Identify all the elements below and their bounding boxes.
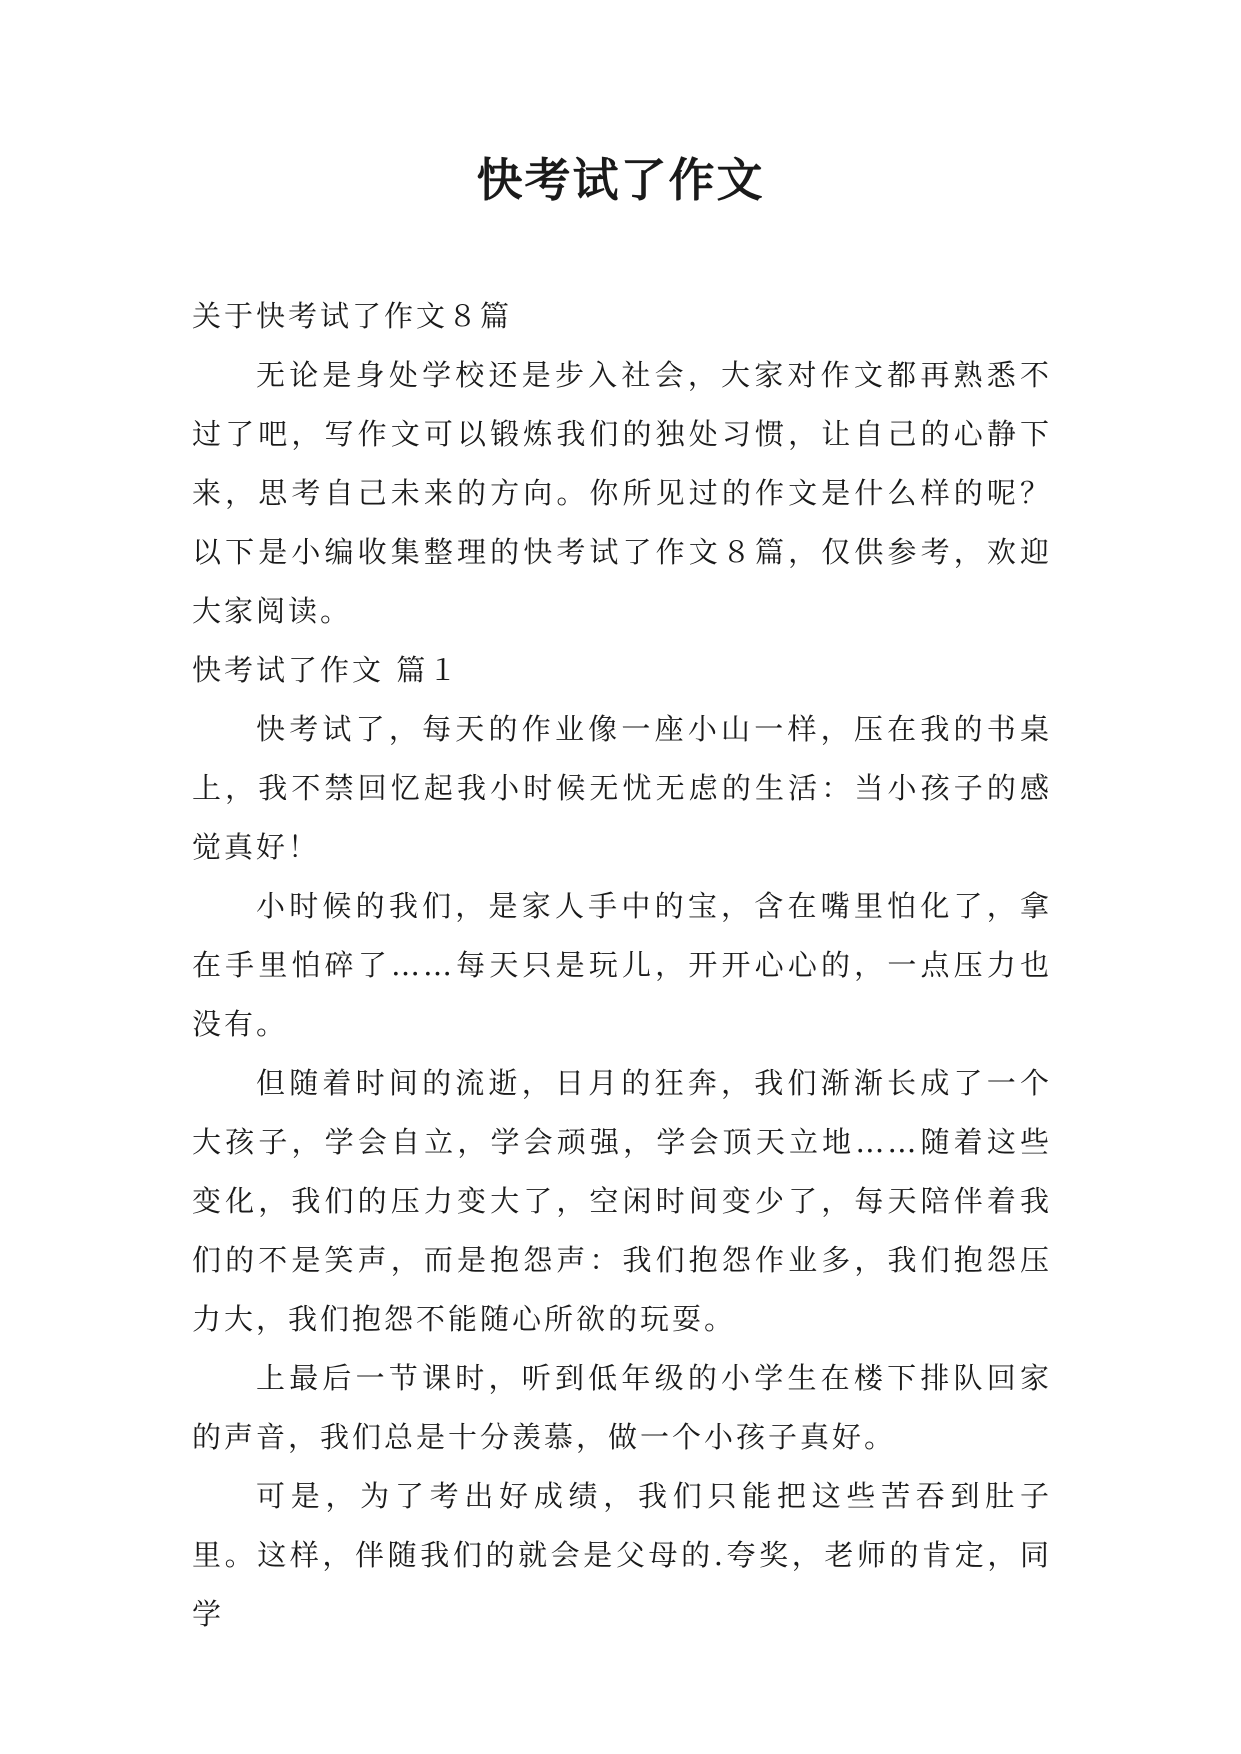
- body-paragraph: 快考试了，每天的作业像一座小山一样，压在我的书桌上，我不禁回忆起我小时候无忧无虑的生活：当小孩子的感觉真好！: [192, 712, 1052, 864]
- document-body: [192, 287, 1052, 1644]
- body-paragraph: 上最后一节课时，听到低年级的小学生在楼下排队回家的声音，我们总是十分羡慕，做一个小孩子真好。: [192, 1361, 1052, 1454]
- intro-paragraph: 无论是身处学校还是步入社会，大家对作文都再熟悉不过了吧，写作文可以锻炼我们的独处习惯，让自己的心静下来，思考自己未来的方向。你所见过的作文是什么样的呢？以下是小编收集整理的快考试了作文８篇，仅供参考，欢迎大家阅读。: [192, 358, 1052, 628]
- body-paragraph: 可是，为了考出好成绩，我们只能把这些苦吞到肚子里。这样，伴随我们的就会是父母的.夸奖，老师的肯定，同学: [192, 1479, 1052, 1631]
- body-paragraph: 小时候的我们，是家人手中的宝，含在嘴里怕化了，拿在手里怕碎了……每天只是玩儿，开开心心的，一点压力也没有。: [192, 889, 1052, 1041]
- document-subtitle: 关于快考试了作文８篇: [192, 299, 513, 333]
- document-title: 快考试了作文: [476, 153, 765, 207]
- body-paragraph: 但随着时间的流逝，日月的狂奔，我们渐渐长成了一个大孩子，学会自立，学会顽强，学会顶天立地……随着这些变化，我们的压力变大了，空闲时间变少了，每天陪伴着我们的不是笑声，而是抱怨声：我们抱怨作业多，我们抱怨压力大，我们抱怨不能随心所欲的玩耍。: [192, 1066, 1052, 1336]
- section-heading: 快考试了作文 篇１: [192, 653, 461, 687]
